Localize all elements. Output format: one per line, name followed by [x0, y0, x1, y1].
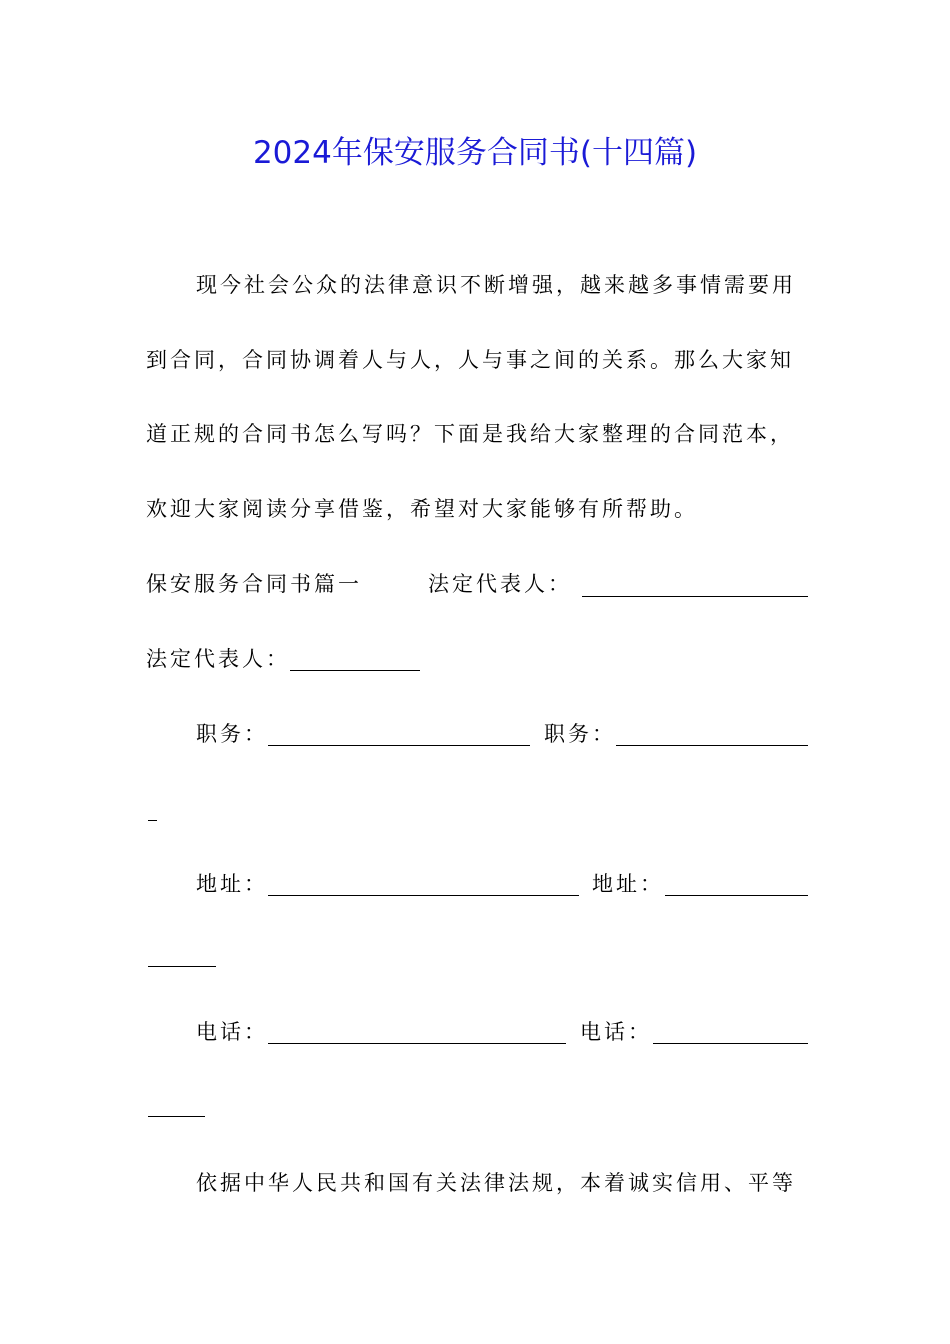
- legal-rep-blank-b[interactable]: [290, 646, 420, 671]
- intro-line-2: 到合同，合同协调着人与人，人与事之间的关系。那么大家知: [146, 348, 794, 372]
- address-blank-b[interactable]: [665, 871, 808, 896]
- phone-row: [196, 1012, 268, 1052]
- phone-row-b: [580, 1012, 652, 1052]
- section-title: 保安服务合同书篇一: [146, 572, 362, 596]
- position-blank-b-continued[interactable]: [148, 796, 157, 821]
- phone-label-a: 电话：: [196, 1020, 268, 1044]
- address-label-a: 地址：: [196, 872, 268, 896]
- intro-line-4: 欢迎大家阅读分享借鉴，希望对大家能够有所帮助。: [146, 497, 698, 521]
- position-label-a: 职务：: [196, 722, 268, 746]
- document-title: 2024年保安服务合同书(十四篇): [252, 135, 698, 171]
- legal-rep-row-b: [146, 639, 290, 679]
- position-row: [196, 714, 268, 754]
- phone-blank-a[interactable]: [268, 1019, 566, 1044]
- phone-blank-b-continued[interactable]: [148, 1092, 205, 1117]
- address-blank-a[interactable]: [268, 871, 579, 896]
- address-blank-b-continued[interactable]: [148, 942, 216, 967]
- position-blank-a[interactable]: [268, 721, 530, 746]
- phone-blank-b[interactable]: [653, 1019, 808, 1044]
- legal-rep-label-b: 法定代表人：: [146, 647, 290, 671]
- phone-label-b: 电话：: [580, 1020, 652, 1044]
- intro-line-3: 道正规的合同书怎么写吗？下面是我给大家整理的合同范本，: [146, 422, 794, 446]
- closing-line: 依据中华人民共和国有关法律法规，本着诚实信用、平等: [196, 1171, 796, 1195]
- position-row-b: [544, 714, 616, 754]
- legal-rep-row-a: [428, 564, 572, 604]
- position-blank-b[interactable]: [616, 721, 808, 746]
- address-row-b: [592, 864, 664, 904]
- position-label-b: 职务：: [544, 722, 616, 746]
- legal-rep-blank-a[interactable]: [582, 572, 808, 597]
- address-row: [196, 864, 268, 904]
- address-label-b: 地址：: [592, 872, 664, 896]
- intro-line-1: 现今社会公众的法律意识不断增强，越来越多事情需要用: [196, 273, 796, 297]
- legal-rep-label-a: 法定代表人：: [428, 572, 572, 596]
- section-heading-row: [146, 564, 362, 604]
